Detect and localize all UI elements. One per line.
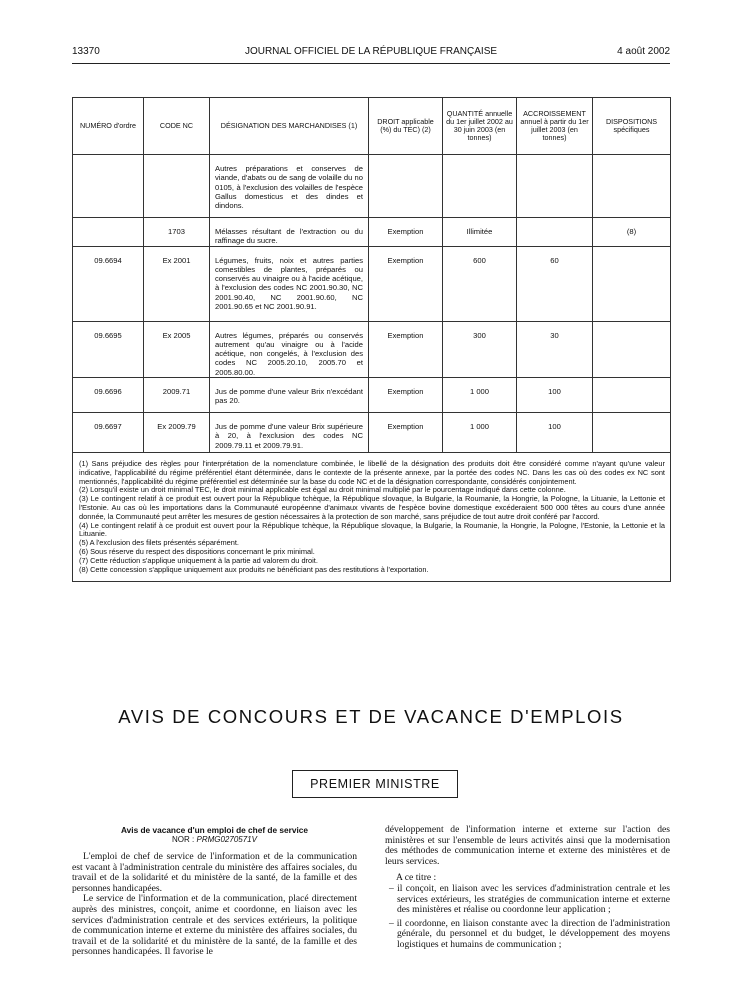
journal-title: JOURNAL OFFICIEL DE LA RÉPUBLIQUE FRANÇAISE — [244, 46, 498, 57]
article-lead: A ce titre : — [396, 872, 437, 884]
cell-designation: Autres légumes, préparés ou conservés autrement qu'au vinaigre ou à l'acide acétique, non congelés, à l'exclusion des codes NC 2005.20.10, 2005.70 et 2005.80.00. — [210, 321, 369, 377]
header-quantite: QUANTITÉ annuelle du 1er juillet 2002 au 30 juin 2003 (en tonnes) — [443, 98, 517, 155]
article-right-column — [385, 825, 670, 951]
cell-dispositions: (8) — [593, 218, 671, 247]
list-item: – il coordonne, en liaison constante avec la direction de l'administration générale, du personnel et du budget, le développement des moyens logistiques et humains de communication ; — [389, 917, 670, 950]
cell-quantite: 1 000 — [443, 378, 517, 413]
footnote: (3) Le contingent relatif à ce produit est ouvert pour la République tchèque, la République slovaque, la Bulgarie, la Roumanie, la Hongrie, la Pologne, la Lituanie, la Lettonie et l'Estonie. Au cas où les importations dans la Communauté européenne d'animaux vivants de l'espèce bovine domestique excéderaient 500 000 têtes au cours d'une année donnée, la Communauté peut arrêter les mesures de gestion nécessaires à la protection de son marché, sans préjudice de tout autre droit conféré par l'accord. — [79, 494, 665, 521]
section-title: AVIS DE CONCOURS ET DE VACANCE D'EMPLOIS — [118, 706, 624, 727]
cell-droit: Exemption — [369, 413, 443, 453]
article-title: Avis de vacance d'un emploi de chef de service — [120, 825, 309, 835]
cell-accroissement: 100 — [517, 413, 593, 453]
table-row — [73, 378, 671, 413]
footnote: (8) Cette concession s'applique uniquement aux produits ne bénéficiant pas des restitutions à l'exportation. — [79, 564, 429, 574]
cell-designation: Autres préparations et conserves de viande, d'abats ou de sang de volaille du no 0105, à l'exclusion des volailles de l'espèce Gallus domesticus et des dindes et dindons. — [210, 155, 369, 218]
cell-numero: 09.6696 — [73, 378, 144, 413]
cell-designation: Jus de pomme d'une valeur Brix supérieure à 20, à l'exclusion des codes NC 2009.79.11 et 2009.79.91. — [210, 413, 369, 453]
cell-designation: Jus de pomme d'une valeur Brix n'excédant pas 20. — [210, 378, 369, 413]
table-row — [73, 246, 671, 321]
footnote: (5) A l'exclusion des filets présentés séparément. — [79, 538, 239, 548]
cell-designation: Mélasses résultant de l'extraction ou du raffinage du sucre. — [210, 218, 369, 247]
footnote: (7) Cette réduction s'applique uniquement à la partie ad valorem du droit. — [79, 555, 318, 565]
cell-droit: Exemption — [369, 378, 443, 413]
header-designation: DÉSIGNATION DES MARCHANDISES (1) — [210, 98, 369, 155]
cell-numero — [73, 218, 144, 247]
cell-quantite: Illimitée — [443, 218, 517, 247]
footnote: (4) Le contingent relatif à ce produit est ouvert pour la République tchèque, la République slovaque, la Bulgarie, la Roumanie, la Hongrie, la Pologne, l'Estonie, la Lettonie et la Lituanie. — [79, 520, 665, 539]
cell-dispositions — [593, 378, 671, 413]
cell-dispositions — [593, 413, 671, 453]
cell-code: Ex 2001 — [144, 246, 210, 321]
cell-quantite — [443, 155, 517, 218]
cell-quantite: 300 — [443, 321, 517, 377]
article-left-column — [72, 825, 357, 958]
cell-dispositions — [593, 246, 671, 321]
table-notes-row — [73, 453, 671, 582]
cell-numero — [73, 155, 144, 218]
list-item: – il conçoit, en liaison avec les services d'administration centrale et les services extérieurs, les stratégies de communication interne et externe des ministères et réalise ou coordonne leur application ; — [389, 882, 670, 916]
cell-accroissement: 30 — [517, 321, 593, 377]
cell-droit: Exemption — [369, 246, 443, 321]
cell-numero: 09.6697 — [73, 413, 144, 453]
table-footnotes — [73, 453, 671, 582]
cell-accroissement: 60 — [517, 246, 593, 321]
cell-numero: 09.6694 — [73, 246, 144, 321]
tariff-quota-table — [72, 97, 671, 582]
ministry-box: PREMIER MINISTRE — [292, 770, 458, 798]
cell-droit: Exemption — [369, 321, 443, 377]
cell-designation: Légumes, fruits, noix et autres parties comestibles de plantes, préparés ou conservés au vinaigre ou à l'acide acétique, à l'exclusion des codes NC 2001.90.30, NC 2001.90.40, NC 2001.90.60, NC 2001.90.65 et NC 2001.90.91. — [210, 246, 369, 321]
table-row — [73, 321, 671, 377]
header-code: CODE NC — [144, 98, 210, 155]
footnote: (2) Lorsqu'il existe un droit minimal TEC, le droit minimal applicable est égal au droit minimal multiplié par le pourcentage indiqué dans cette colonne. — [79, 485, 566, 495]
header-dispositions: DISPOSITIONS spécifiques — [593, 98, 671, 155]
cell-droit: Exemption — [369, 218, 443, 247]
cell-accroissement — [517, 218, 593, 247]
table-row — [73, 155, 671, 218]
cell-code — [144, 155, 210, 218]
header-numero: NUMÉRO d'ordre — [73, 98, 144, 155]
cell-dispositions — [593, 155, 671, 218]
header-rule — [72, 63, 670, 64]
table-header-row — [73, 98, 671, 155]
page-header — [72, 46, 670, 62]
table-row — [73, 413, 671, 453]
article-paragraph: Le service de l'information et de la communication, placé directement auprès des ministres, conçoit, anime et coordonne, en liaison avec les services d'administration centrale et des services extérieurs, la politique de communication interne et externe du ministère des affaires sociales, du travail et de la solidarité et du ministère de la santé, de la famille et des personnes handicapées. Il favorise le — [72, 893, 357, 958]
cell-dispositions — [593, 321, 671, 377]
nor-code: PRMG0270571V — [196, 835, 257, 844]
header-accroissement: ACCROISSEMENT annuel à partir du 1er juillet 2003 (en tonnes) — [517, 98, 593, 155]
table-row — [73, 218, 671, 247]
cell-quantite: 1 000 — [443, 413, 517, 453]
article-paragraph: développement de l'information interne et externe sur l'action des ministères et sur l'ensemble de leurs activités ainsi que la modernisation des méthodes de communication interne et externe des ministères et de leurs services. — [385, 824, 670, 867]
page-number: 13370 — [72, 46, 100, 57]
cell-droit — [369, 155, 443, 218]
cell-code: Ex 2009.79 — [144, 413, 210, 453]
header-droit: DROIT applicable (%) du TEC) (2) — [369, 98, 443, 155]
nor-reference — [72, 835, 357, 845]
nor-label: NOR : — [172, 835, 195, 844]
issue-date: 4 août 2002 — [617, 46, 670, 57]
cell-accroissement — [517, 155, 593, 218]
footnote: (1) Sans préjudice des règles pour l'interprétation de la nomenclature combinée, le libellé de la désignation des produits doit être considéré comme n'ayant qu'une valeur indicative, l'applicabilité du régime préférentiel étant déterminée, dans le contexte de la présente annexe, par la portée des codes NC. Dans les cas où des codes ex NC sont mentionnés, l'applicabilité du régime préférentiel est déterminée sur la base du code NC et de la désignation correspondante, considérés conjointement. — [79, 459, 665, 486]
cell-quantite: 600 — [443, 246, 517, 321]
cell-accroissement: 100 — [517, 378, 593, 413]
footnote: (6) Sous réserve du respect des dispositions concernant le prix minimal. — [79, 547, 315, 557]
cell-code: Ex 2005 — [144, 321, 210, 377]
article-paragraph: L'emploi de chef de service de l'information et de la communication est vacant à l'administration centrale du ministère des affaires sociales, du travail et de la solidarité et du ministère de la santé, de la famille et des personnes handicapées. — [72, 851, 357, 894]
cell-code: 2009.71 — [144, 378, 210, 413]
cell-code: 1703 — [144, 218, 210, 247]
cell-numero: 09.6695 — [73, 321, 144, 377]
